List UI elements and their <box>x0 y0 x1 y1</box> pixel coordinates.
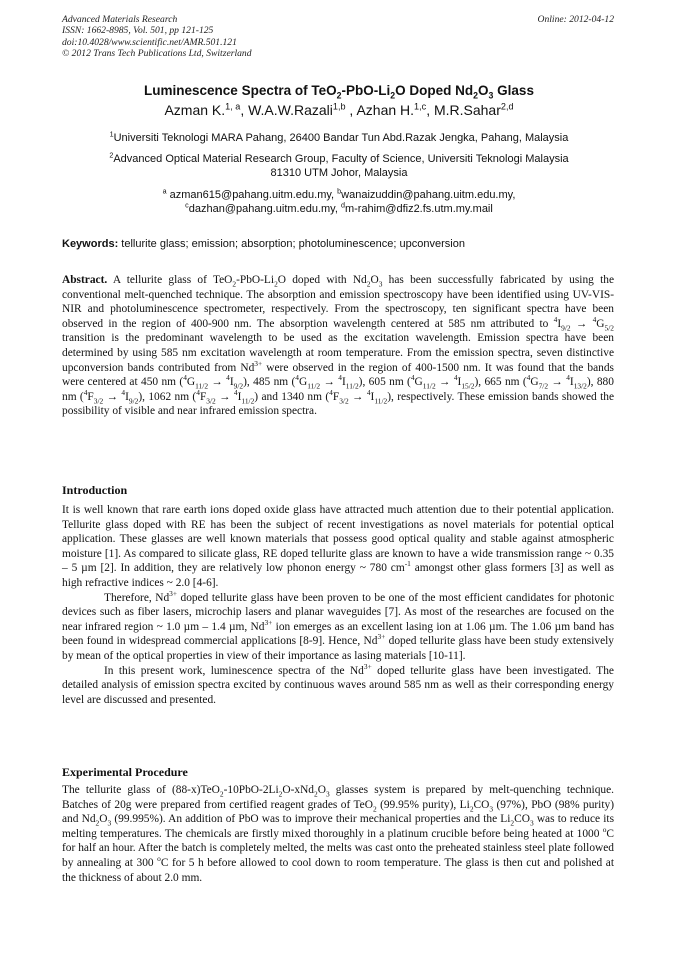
intro-paragraph-1: It is well known that rare earth ions doped oxide glass have attracted much attention due to their potential application. Tellurite glass doped with RE has been the subject of recent investigations as novel materials for potential optical application. These glasses are well known materials that possess good optical quality and stable against atmospheric moisture [1]. As compared to silicate glass, RE doped tellurite glass are known to have a wide transmission range ~ 0.35 – 5 µm [2]. In addition, they are relatively low phonon energy ~ 780 $cm^{-1}$ amongst other glass formers [3] as well as high refractive indices ~ 2.0 [4-6]. <box>62 504 614 589</box>
author-name: Azhan H. <box>356 102 415 118</box>
intro-paragraph-3: In this present work, luminescence spectra of the $Nd^{3+}$ doped tellurite glass have been investigated. The detailed analysis of emission spectra excited by continuous waves around 585 nm as well as their corresponding energy level are discussed and presented. <box>62 661 614 706</box>
email-link[interactable]: dazhan@pahang.uitm.edu.my, <box>188 203 338 215</box>
online-date: Online: 2012-04-12 <box>537 14 614 25</box>
author-list: Azman K.$^{1, a}$, W.A.W.Razali$^{1,b}$ , Azhan H.$^{1,c}$, M.R.Sahar$^{2,d}$ <box>164 101 514 118</box>
issn-line: ISSN: 1662-8985, Vol. 501, pp 121-125 <box>62 25 214 37</box>
abstract-label: Abstract. <box>62 274 108 286</box>
intro-paragraph-2: Therefore, $Nd^{3+}$ doped tellurite glass have been proven to be one of the most efficient candidates for photonic devices such as fiber lasers, microchip lasers and planar waveguides [7]. As most of the researches are focused on the near infrared region ~ 1.0 µm – 1.4 µm, $Nd^{3+}$ ion emerges as an excellent lasing ion at 1.06 µm. The 1.06 µm band has been found in widespread commercial applications [8-9]. Hence, $Nd^{3+}$ doped tellurite glass have been study extensively by mean of the optical properties in view of their importance as lasing materials [10-11]. <box>62 588 614 662</box>
keywords-label: Keywords: <box>62 238 119 250</box>
keywords-text: tellurite glass; emission; absorption; photoluminescence; upconversion <box>118 238 465 250</box>
journal-name: Advanced Materials Research <box>62 14 178 25</box>
email-link[interactable]: wanaizuddin@pahang.uitm.edu.my, <box>341 189 516 201</box>
experimental-paragraph: The tellurite glass of $(88-x)TeO_2-10PbO-2Li_2O-xNd_2O_3$ glasses system is prepared by melt-quenching technique. Batches of 20g were prepared from certified reagent grades of TeO$_2$ (99.95% purity), $Li_2CO_3$ (97%), PbO (98% purity) and $Nd_2O_3$ (99.995%). An addition of PbO was to improve their mechanical properties and the $Li_2CO_3$ was to reduce its melting temperatures. The chemicals are firstly mixed thoroughly in a platinum crucible before being heated at 1000 $^o$C for half an hour. After the batch is completely melted, the melts was cast onto the preheated stainless steel plate followed by annealing at 300 $^o$C for 5 h before allowed to cool down to room temperature. The glass is then cut and polished at the thickness of about 2.0 mm. <box>62 784 615 884</box>
author-emails: $^a$ azman615@pahang.uitm.edu.my, $^b$wanaizuddin@pahang.uitm.edu.my, $^c$dazhan@pahang.uitm.edu.my, $^d$m-rahim@dfiz2.fs.utm.my.mail <box>162 187 516 215</box>
affiliation-2: $^2$Advanced Optical Material Research Group, Faculty of Science, Universiti Teknologi Malaysia 81310 UTM Johor, Malaysia <box>109 151 569 179</box>
email-link[interactable]: azman615@pahang.uitm.edu.my, <box>169 189 335 201</box>
doi-line: doi:10.4028/www.scientific.net/AMR.501.121 <box>62 36 237 48</box>
affiliation-1: $^1$Universiti Teknologi MARA Pahang, 26400 Bandar Tun Abd.Razak Jengka, Pahang, Malaysia <box>109 130 569 144</box>
section-heading-experimental: Experimental Procedure <box>62 765 188 779</box>
copyright-line: © 2012 Trans Tech Publications Ltd, Switzerland <box>62 48 252 60</box>
section-heading-introduction: Introduction <box>62 483 128 497</box>
author-name: Azman K. <box>164 102 226 118</box>
paper-title: Luminescence Spectra of $TeO_2-PbO-Li_2O$ Doped $Nd_2O_3$ Glass <box>144 83 534 101</box>
journal-header <box>62 14 614 60</box>
introduction-body <box>62 503 614 707</box>
author-name: W.A.W.Razali <box>248 102 333 118</box>
email-link[interactable]: m-rahim@dfiz2.fs.utm.my.mail <box>344 203 493 215</box>
author-name: M.R.Sahar <box>433 102 501 118</box>
keywords <box>62 238 622 250</box>
abstract-paragraph: Abstract. A tellurite glass of $TeO_2-PbO-Li_2O$ doped with $Nd_2O_3$ has been successfully fabricated by using the conventional melt-quenched technique. The absorption and emission spectroscopy have been identified using UV-VIS-NIR and photoluminescence spectrometer, respectively. From the spectroscopy, ten significant spectra have been observed in the region of 400-900 nm. The absorption wavelength centered at 585 nm attributed to $^4I_{9/2} \to ^4G_{5/2}$ transition is the predominant wavelength to be used as the excitation wavelength. Emission spectra have been determined by using 585 nm excitation wavelength at room temperature. From the emission spectra, seven distinctive upconversion bands contributed from $Nd^{3+}$ were observed in the region of 400-1500 nm. It was found that the bands were centered at 450 nm $(^4G_{11/2} \to ^4I_{9/2})$, 485 nm $(^4G_{11/2} \to ^4I_{11/2})$, 605 nm $(^4G_{11/2} \to ^4I_{15/2})$, 665 nm $(^4G_{7/2} \to ^4I_{13/2})$, 880 nm $(^4F_{3/2} \to ^4I_{9/2})$, 1062 nm $(^4F_{3/2} \to ^4I_{11/2})$ and 1340 nm $(^4F_{3/2} \to ^4I_{11/2})$, respectively. These emission bands showed the possibility of visible and near infrared emission spectra. <box>62 274 615 418</box>
